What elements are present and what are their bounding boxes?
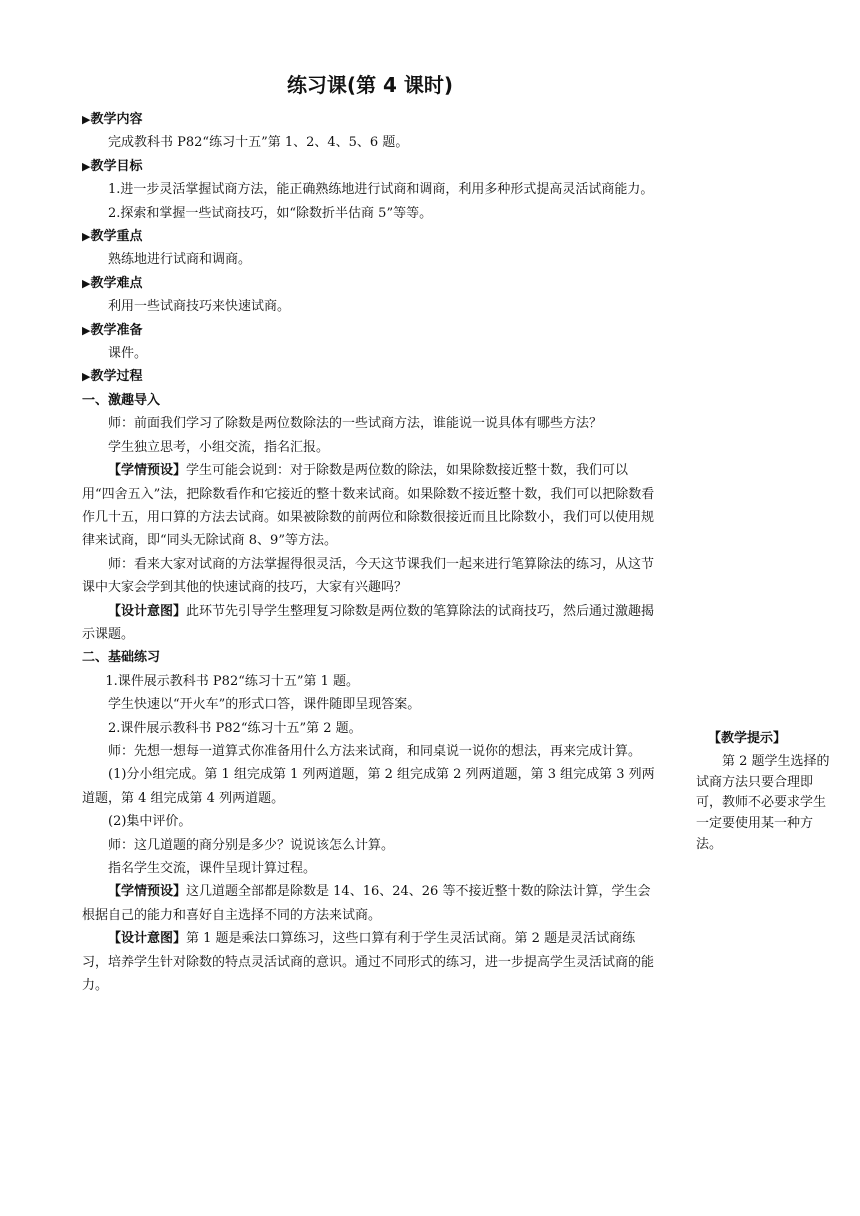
goal-item: 1.进一步灵活掌握试商方法，能正确熟练地进行试商和调商，利用多种形式提高灵活试商能力。 xyxy=(108,182,654,198)
preparation-text: 课件。 xyxy=(108,346,148,362)
paragraph: 学生独立思考，小组交流，指名汇报。 xyxy=(108,439,330,455)
paragraph: 1.课件展示教科书 P82“练习十五”第 1 题。 xyxy=(105,673,360,689)
page-title: 练习课(第 4 课时) xyxy=(286,73,454,97)
triangle-bullet-icon: ▶ xyxy=(82,230,91,244)
section-heading-difficulty: ▶教学难点 xyxy=(82,275,143,291)
section-heading-preparation: ▶教学准备 xyxy=(82,322,143,338)
key-point-text: 熟练地进行试商和调商。 xyxy=(108,252,252,268)
paragraph: 师：前面我们学习了除数是两位数除法的一些试商方法，谁能说一说具体有哪些方法？ xyxy=(108,416,603,432)
section-heading-process: ▶教学过程 xyxy=(82,369,143,385)
label-design-intent: 【设计意图】 xyxy=(108,603,187,619)
part-heading-intro: 一、激趣导入 xyxy=(82,392,161,408)
paragraph-design-intent: 【设计意图】第 1 题是乘法口算练习，这些口算有利于学生灵活试商。第 2 题是灵活试商练习，培养学生针对除数的特点灵活试商的意识。通过不同形式的练习，进一步提高学生灵活试商的能力。 xyxy=(82,931,655,994)
content-text: 完成教科书 P82“练习十五”第 1、2、4、5、6 题。 xyxy=(108,135,409,151)
section-heading-key-point: ▶教学重点 xyxy=(82,229,143,245)
paragraph: 师：看来大家对试商的方法掌握得很灵活，今天这节课我们一起来进行笔算除法的练习，从这节课中大家会学到其他的快速试商的技巧，大家有兴趣吗？ xyxy=(82,556,655,596)
teaching-tip-title: 【教学提示】 xyxy=(708,731,787,746)
paragraph: 指名学生交流，课件呈现计算过程。 xyxy=(108,861,317,876)
triangle-bullet-icon: ▶ xyxy=(82,113,91,126)
triangle-bullet-icon: ▶ xyxy=(82,370,91,384)
teaching-tip-sidebar xyxy=(696,729,836,856)
paragraph-student-prediction: 【学情预设】学生可能会说到：对于除数是两位数的除法，如果除数接近整十数，我们可以用“四舍五入”法，把除数看作和它接近的整十数来试商。如果除数不接近整十数，我们可以把除数看作几十五，用口算的方法去试商。如果被除数的前两位和除数很接近而且比除数小，我们可以使用规律来试商，即“同头无除试商 8、9”等方法。 xyxy=(82,463,655,549)
paragraph: 师：这几道题的商分别是多少？说说该怎么计算。 xyxy=(108,837,395,853)
part-heading-basic-practice: 二、基础练习 xyxy=(82,650,161,666)
paragraph: 2.课件展示教科书 P82“练习十五”第 2 题。 xyxy=(108,720,362,736)
triangle-bullet-icon: ▶ xyxy=(82,323,91,337)
lesson-body xyxy=(82,108,658,997)
teaching-tip-text: 第 2 题学生选择的试商方法只要合理即可，教师不必要求学生一定要使用某一种方法。 xyxy=(696,753,830,852)
paragraph-design-intent: 【设计意图】此环节先引导学生整理复习除数是两位数的笔算除法的试商技巧，然后通过激趣揭示课题。 xyxy=(82,603,655,642)
paragraph-student-prediction: 【学情预设】这几道题全部都是除数是 14、16、24、26 等不接近整十数的除法计算，学生会根据自己的能力和喜好自主选择不同的方法来试商。 xyxy=(82,884,651,923)
paragraph: 学生快速以“开火车”的形式口答，课件随即呈现答案。 xyxy=(108,697,421,713)
label-design-intent: 【设计意图】 xyxy=(108,931,187,947)
paragraph: (2)集中评价。 xyxy=(108,814,192,830)
section-heading-content: ▶教学内容 xyxy=(82,112,143,127)
triangle-bullet-icon: ▶ xyxy=(82,276,91,290)
label-student-prediction: 【学情预设】 xyxy=(108,463,187,479)
difficulty-text: 利用一些试商技巧来快速试商。 xyxy=(108,299,291,315)
paragraph: (1)分小组完成。第 1 组完成第 1 列两道题，第 2 组完成第 2 列两道题，第 3 组完成第 3 列两道题，第 4 组完成第 4 列两道题。 xyxy=(82,767,655,806)
label-student-prediction: 【学情预设】 xyxy=(108,884,187,900)
triangle-bullet-icon: ▶ xyxy=(82,159,91,173)
section-heading-goals: ▶教学目标 xyxy=(82,158,143,174)
goal-item: 2.探索和掌握一些试商技巧，如“除数折半估商 5”等等。 xyxy=(108,205,433,221)
paragraph: 师：先想一想每一道算式你准备用什么方法来试商，和同桌说一说你的想法，再来完成计算。 xyxy=(108,743,642,759)
